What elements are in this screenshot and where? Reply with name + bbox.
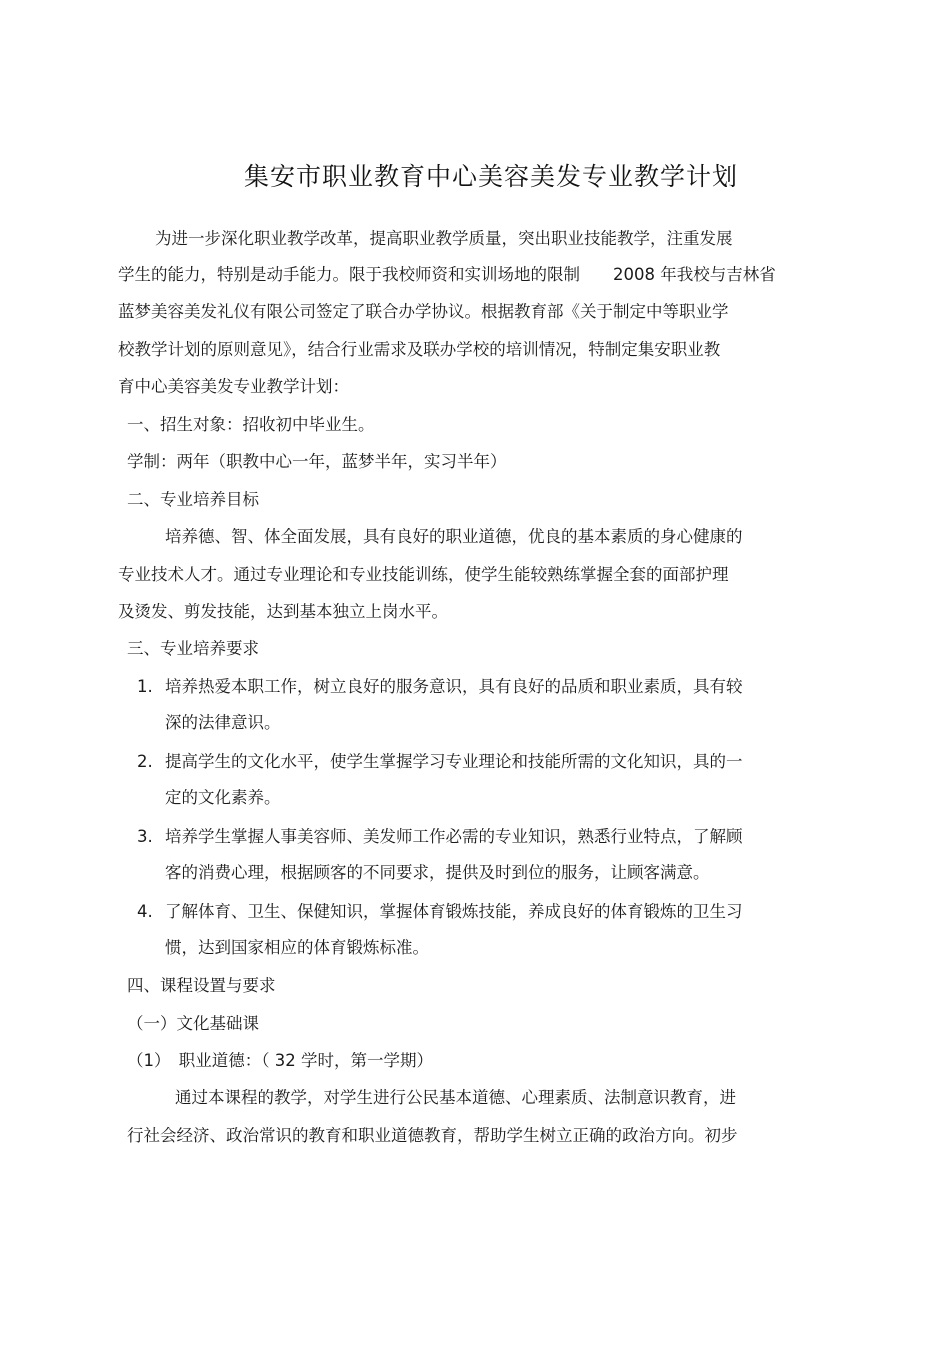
section2-line-1: 培养德、智、体全面发展，具有良好的职业道德，优良的基本素质的身心健康的 [165, 527, 743, 546]
section4-sub1: （一）文化基础课 [127, 1014, 259, 1033]
requirement-item-1-cont: 深的法律意识。 [165, 713, 281, 732]
intro-line-5: 育中心美容美发专业教学计划： [118, 377, 349, 396]
section2-line-2: 专业技术人才。通过专业理论和专业技能训练，使学生能较熟练掌握全套的面部护理 [118, 565, 729, 584]
requirement-number: 4. [137, 902, 153, 921]
requirement-item-4 [137, 900, 743, 924]
requirement-item-3-cont: 客的消费心理，根据顾客的不同要求，提供及时到位的服务，让顾客满意。 [165, 863, 710, 882]
section4-course1: （1） 职业道德：（ 32 学时，第一学期） [127, 1051, 433, 1070]
requirement-number: 2. [137, 752, 153, 771]
intro-line-1: 为进一步深化职业教学改革，提高职业教学质量，突出职业技能教学，注重发展 [155, 229, 733, 248]
requirement-number: 1. [137, 677, 153, 696]
requirement-text: 了解体育、卫生、保健知识，掌握体育锻炼技能，养成良好的体育锻炼的卫生习 [165, 902, 743, 921]
intro-line-2: 学生的能力，特别是动手能力。限于我校师资和实训场地的限制 2008 年我校与吉林省 [118, 265, 776, 284]
requirement-text: 培养学生掌握人事美容师、美发师工作必需的专业知识，熟悉行业特点，了解顾 [165, 827, 743, 846]
section2-heading: 二、专业培养目标 [127, 490, 259, 509]
requirement-text: 培养热爱本职工作，树立良好的服务意识，具有良好的品质和职业素质，具有较 [165, 677, 743, 696]
requirement-number: 3. [137, 827, 153, 846]
course1-line-2: 行社会经济、政治常识的教育和职业道德教育，帮助学生树立正确的政治方向。初步 [127, 1126, 738, 1145]
requirement-item-2 [137, 750, 743, 774]
requirement-item-1 [137, 675, 743, 699]
section1-heading: 一、招生对象：招收初中毕业生。 [127, 415, 375, 434]
requirement-item-2-cont: 定的文化素养。 [165, 788, 281, 807]
section2-line-3: 及烫发、剪发技能，达到基本独立上岗水平。 [118, 602, 448, 621]
requirement-item-3 [137, 825, 743, 849]
document-title: 集安市职业教育中心美容美发专业教学计划 [243, 162, 738, 191]
requirement-text: 提高学生的文化水平，使学生掌握学习专业理论和技能所需的文化知识，具的一 [165, 752, 743, 771]
course1-line-1: 通过本课程的教学，对学生进行公民基本道德、心理素质、法制意识教育，进 [175, 1088, 736, 1107]
section3-heading: 三、专业培养要求 [127, 639, 259, 658]
requirement-item-4-cont: 惯，达到国家相应的体育锻炼标准。 [165, 938, 429, 957]
section4-heading: 四、课程设置与要求 [127, 976, 276, 995]
intro-line-4: 校教学计划的原则意见》，结合行业需求及联办学校的培训情况，特制定集安职业教 [118, 340, 721, 359]
intro-line-3: 蓝梦美容美发礼仪有限公司签定了联合办学协议。根据教育部《关于制定中等职业学 [118, 302, 729, 321]
section1-duration: 学制：两年（职教中心一年，蓝梦半年，实习半年） [127, 452, 507, 471]
